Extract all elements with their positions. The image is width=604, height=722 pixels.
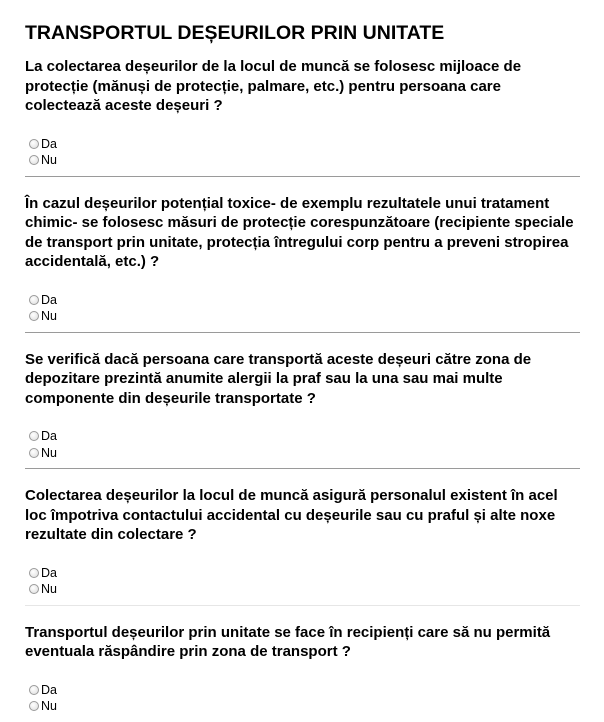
option-nu[interactable] bbox=[29, 581, 580, 598]
option-da[interactable] bbox=[29, 565, 580, 582]
radio-button[interactable] bbox=[29, 685, 39, 695]
radio-button[interactable] bbox=[29, 311, 39, 321]
option-label: Nu bbox=[41, 153, 57, 168]
radio-button[interactable] bbox=[29, 295, 39, 305]
option-label: Nu bbox=[41, 445, 57, 460]
question-3 bbox=[25, 333, 580, 470]
radio-button[interactable] bbox=[29, 448, 39, 458]
option-nu[interactable] bbox=[29, 698, 580, 715]
question-text: Se verifică dacă persoana care transportă aceste deșeuri către zona de depozitare prezintă anumite alergii la praf sau la una sau mai multe componente din deșeurile transportate ? bbox=[25, 350, 532, 407]
question-text: Colectarea deșeurilor la locul de muncă asigură personalul existent în acel loc împotriva contactului accidental cu deșeurile sau cu praful și alte noxe rezultate din colectare ? bbox=[25, 487, 558, 543]
question-2 bbox=[25, 177, 580, 333]
option-label: Da bbox=[41, 429, 57, 444]
option-label: Da bbox=[41, 682, 57, 697]
option-label: Nu bbox=[41, 582, 57, 597]
question-text: La colectarea deșeurilor de la locul de muncă se folosesc mijloace de protecție (mănuși de protecție, palmare, etc.) pentru persoana care colectează aceste deșeuri ? bbox=[25, 58, 522, 114]
option-nu[interactable] bbox=[29, 445, 580, 462]
radio-button[interactable] bbox=[29, 155, 39, 165]
radio-button[interactable] bbox=[29, 568, 39, 578]
option-nu[interactable] bbox=[29, 308, 580, 325]
option-label: Nu bbox=[41, 699, 57, 714]
option-da[interactable] bbox=[29, 292, 580, 309]
option-da[interactable] bbox=[29, 682, 580, 699]
radio-button[interactable] bbox=[29, 701, 39, 711]
option-label: Da bbox=[41, 292, 57, 307]
question-4 bbox=[25, 469, 580, 606]
option-label: Nu bbox=[41, 309, 57, 324]
section-title: TRANSPORTUL DEȘEURILOR PRIN UNITATE bbox=[25, 22, 445, 44]
question-1 bbox=[25, 46, 580, 177]
radio-button[interactable] bbox=[29, 139, 39, 149]
radio-button[interactable] bbox=[29, 431, 39, 441]
radio-button[interactable] bbox=[29, 584, 39, 594]
option-nu[interactable] bbox=[29, 152, 580, 169]
option-da[interactable] bbox=[29, 428, 580, 445]
option-label: Da bbox=[41, 565, 57, 580]
option-da[interactable] bbox=[29, 136, 580, 153]
option-label: Da bbox=[41, 136, 57, 151]
question-text: În cazul deșeurilor potențial toxice- de exemplu rezultatele unui tratament chimic- se folosesc măsuri de protecție corespunzătoare (recipiente speciale de transport prin unitate, protecția întregului corp pentru a preveni stropirea accidentală, etc.) ? bbox=[25, 194, 574, 270]
question-5 bbox=[25, 606, 580, 722]
question-text: Transportul deșeurilor prin unitate se face în recipienți care să nu permită eventuala răspândire prin zona de transport ? bbox=[25, 623, 551, 660]
